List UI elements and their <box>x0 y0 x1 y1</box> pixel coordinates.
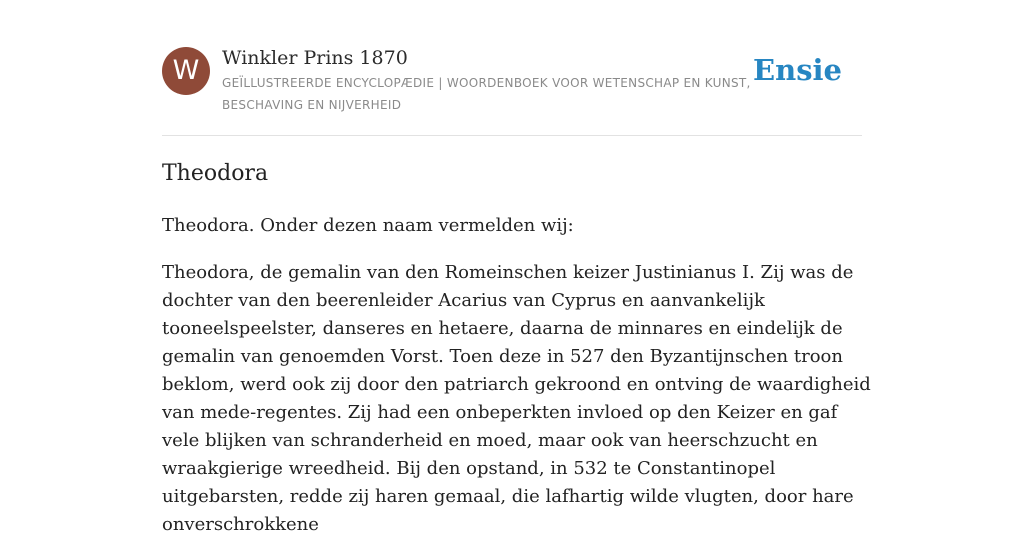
ensie-logo-link[interactable]: Ensie <box>753 53 842 87</box>
article-intro: Theodora. Onder dezen naam vermelden wij: <box>162 215 574 236</box>
header-divider <box>162 135 862 136</box>
source-avatar[interactable]: W <box>162 47 210 95</box>
source-title[interactable]: Winkler Prins 1870 <box>222 47 408 69</box>
article-title: Theodora <box>162 161 269 186</box>
source-header <box>162 46 862 136</box>
source-subtitle: GEÏLLUSTREERDE ENCYCLOPÆDIE | WOORDENBOEK VOOR WETENSCHAP EN KUNST, BESCHAVING EN NIJVERHEID <box>222 76 751 112</box>
article-body: Theodora, de gemalin van den Romeinschen keizer Justinianus I. Zij was de dochter van den beerenleider Acarius van Cyprus en aanvankelijk tooneelspeelster, danseres en hetaere, daarna de minnares en eindelijk de gemalin van genoemden Vorst. Toen deze in 527 den Byzantijnschen troon beklom, werd ook zij door den patriarch gekroond en ontving de waardigheid van mede-regentes. Zij had een onbeperkten invloed op den Keizer en gaf vele blijken van schranderheid en moed, maar ook van heerschzucht en wraakgierige wreedheid. Bij den opstand, in 532 te Constantinopel uitgebarsten, redde zij haren gemaal, die lafhartig wilde vlugten, door hare onverschrokkene <box>162 262 871 535</box>
article <box>162 158 872 539</box>
